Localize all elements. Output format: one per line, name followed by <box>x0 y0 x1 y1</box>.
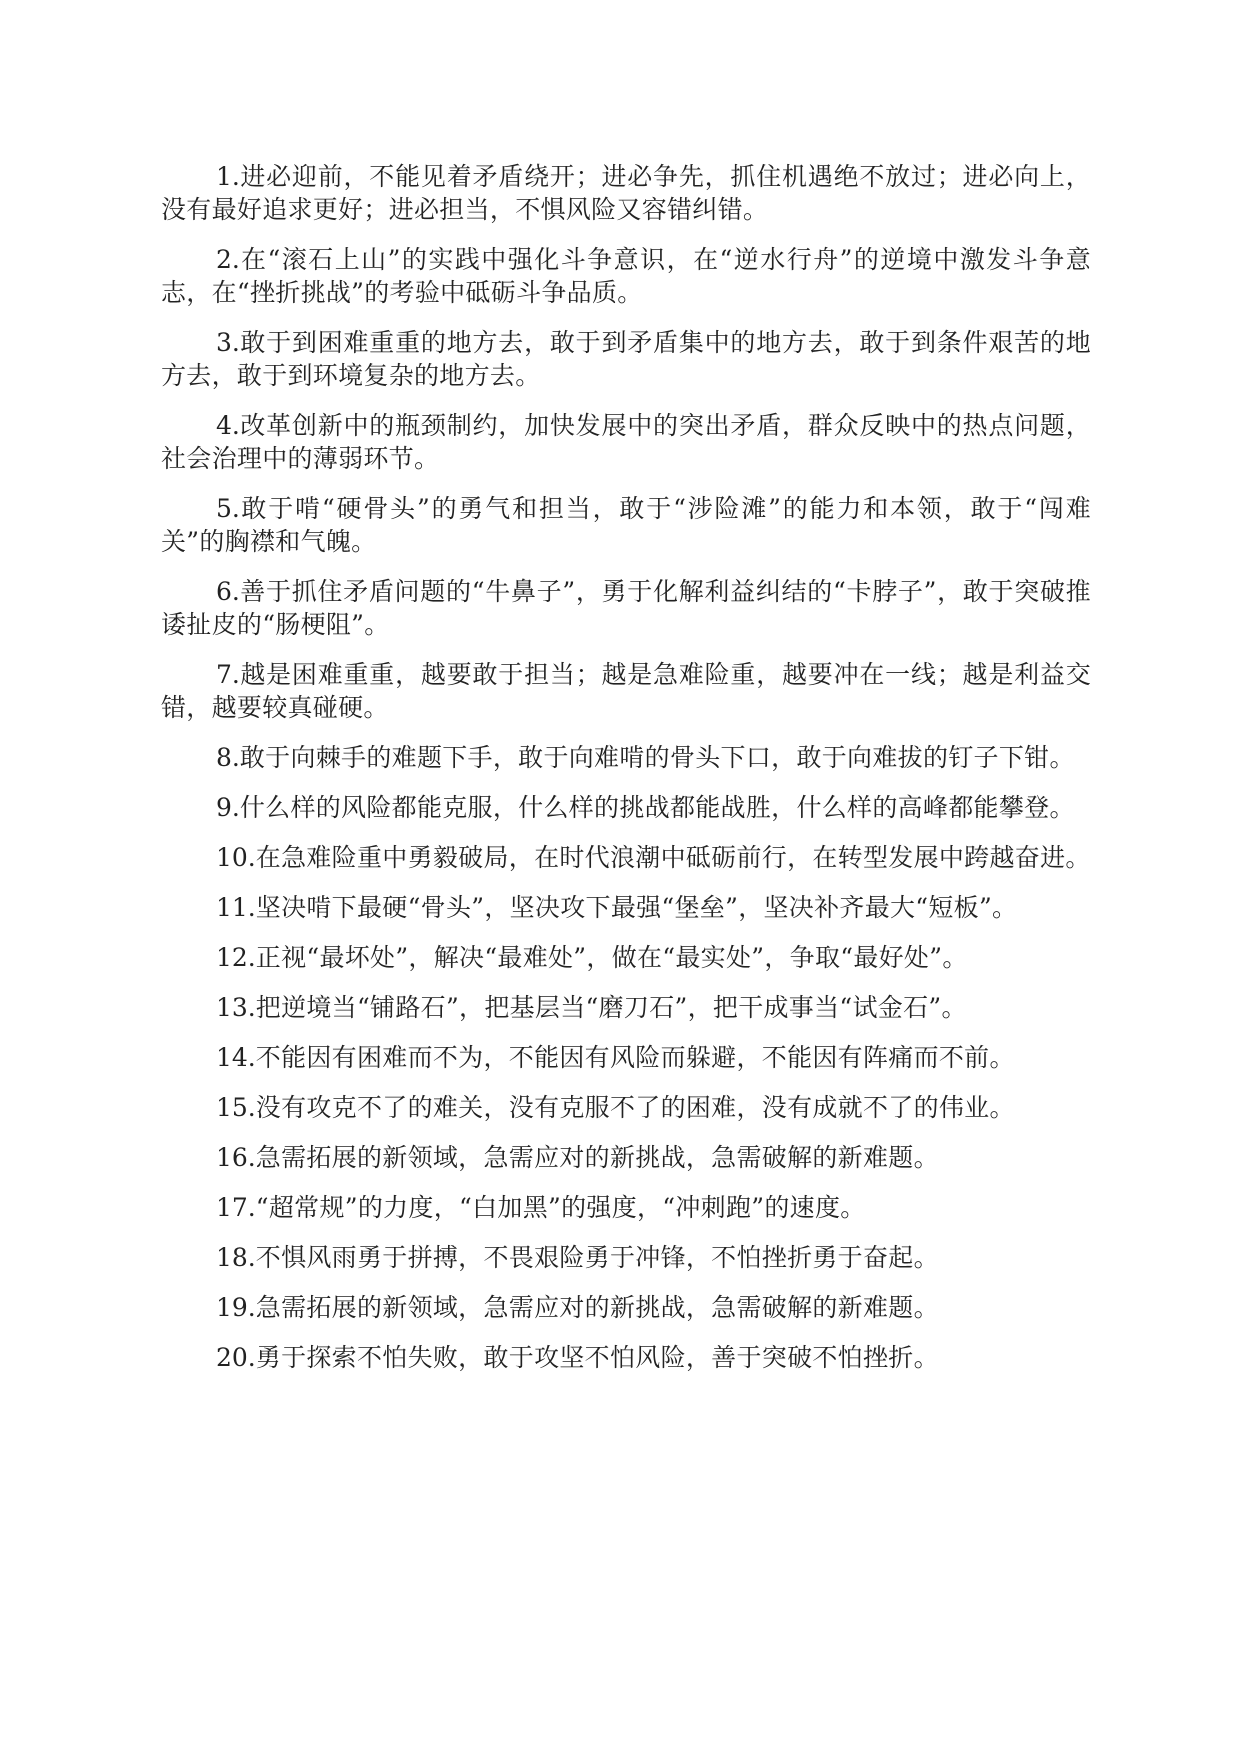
item-number: 18. <box>216 1243 256 1272</box>
item-number: 13. <box>216 993 256 1022</box>
item-text: 没有攻克不了的难关，没有克服不了的困难，没有成就不了的伟业。 <box>255 1093 1015 1122</box>
list-item <box>161 658 1091 724</box>
item-number: 2. <box>216 245 240 274</box>
list-item <box>161 409 1091 475</box>
list-item <box>161 160 1091 226</box>
list-item <box>161 791 1091 824</box>
item-number: 16. <box>216 1143 256 1172</box>
item-number: 8. <box>216 743 240 772</box>
item-text: 什么样的风险都能克服，什么样的挑战都能战胜，什么样的高峰都能攀登。 <box>239 793 1075 822</box>
item-text: “超常规”的力度，“白加黑”的强度，“冲刺跑”的速度。 <box>255 1193 866 1222</box>
item-number: 7. <box>216 660 240 689</box>
list-item <box>161 741 1091 774</box>
item-text: 进必迎前，不能见着矛盾绕开；进必争先，抓住机遇绝不放过；进必向上，没有最好追求更好；进必担当，不惧风险又容错纠错。 <box>161 162 1091 224</box>
item-number: 11. <box>216 893 256 922</box>
item-number: 20. <box>216 1343 256 1372</box>
item-text: 急需拓展的新领域，急需应对的新挑战，急需破解的新难题。 <box>255 1143 939 1172</box>
item-text: 善于抓住矛盾问题的“牛鼻子”，勇于化解利益纠结的“卡脖子”，敢于突破推诿扯皮的“肠梗阻”。 <box>161 577 1091 639</box>
item-number: 19. <box>216 1293 256 1322</box>
item-text: 敢于到困难重重的地方去，敢于到矛盾集中的地方去，敢于到条件艰苦的地方去，敢于到环境复杂的地方去。 <box>161 328 1091 390</box>
list-item <box>161 575 1091 641</box>
item-number: 5. <box>216 494 240 523</box>
item-number: 12. <box>216 943 256 972</box>
list-item <box>161 1291 1091 1324</box>
item-text: 勇于探索不怕失败，敢于攻坚不怕风险，善于突破不怕挫折。 <box>255 1343 939 1372</box>
list-item <box>161 1041 1091 1074</box>
item-number: 1. <box>216 162 240 191</box>
item-number: 17. <box>216 1193 256 1222</box>
item-number: 9. <box>216 793 240 822</box>
item-text: 不惧风雨勇于拼搏，不畏艰险勇于冲锋，不怕挫折勇于奋起。 <box>255 1243 939 1272</box>
item-text: 敢于向棘手的难题下手，敢于向难啃的骨头下口，敢于向难拔的钉子下钳。 <box>239 743 1075 772</box>
item-text: 正视“最坏处”，解决“最难处”，做在“最实处”，争取“最好处”。 <box>255 943 968 972</box>
list-item <box>161 492 1091 558</box>
list-item <box>161 891 1091 924</box>
list-item <box>161 991 1091 1024</box>
item-text: 急需拓展的新领域，急需应对的新挑战，急需破解的新难题。 <box>255 1293 939 1322</box>
item-text: 敢于啃“硬骨头”的勇气和担当，敢于“涉险滩”的能力和本领，敢于“闯难关”的胸襟和气魄。 <box>161 494 1091 556</box>
item-text: 在“滚石上山”的实践中强化斗争意识，在“逆水行舟”的逆境中激发斗争意志，在“挫折挑战”的考验中砥砺斗争品质。 <box>161 245 1091 307</box>
item-text: 坚决啃下最硬“骨头”，坚决攻下最强“堡垒”，坚决补齐最大“短板”。 <box>255 893 1018 922</box>
list-item <box>161 326 1091 392</box>
item-number: 14. <box>216 1043 256 1072</box>
item-text: 不能因有困难而不为，不能因有风险而躲避，不能因有阵痛而不前。 <box>255 1043 1015 1072</box>
item-text: 在急难险重中勇毅破局，在时代浪潮中砥砺前行，在转型发展中跨越奋进。 <box>255 843 1091 872</box>
item-text: 把逆境当“铺路石”，把基层当“磨刀石”，把干成事当“试金石”。 <box>255 993 967 1022</box>
list-item <box>161 1241 1091 1274</box>
list-item <box>161 1141 1091 1174</box>
document-page <box>161 160 1091 1391</box>
list-item <box>161 1091 1091 1124</box>
item-number: 10. <box>216 843 256 872</box>
list-item <box>161 841 1091 874</box>
item-number: 3. <box>216 328 240 357</box>
list-item <box>161 1341 1091 1374</box>
item-text: 改革创新中的瓶颈制约，加快发展中的突出矛盾，群众反映中的热点问题，社会治理中的薄弱环节。 <box>161 411 1091 473</box>
list-item <box>161 243 1091 309</box>
item-text: 越是困难重重，越要敢于担当；越是急难险重，越要冲在一线；越是利益交错，越要较真碰硬。 <box>161 660 1091 722</box>
list-item <box>161 1191 1091 1224</box>
list-item <box>161 941 1091 974</box>
item-number: 4. <box>216 411 240 440</box>
item-number: 15. <box>216 1093 256 1122</box>
item-number: 6. <box>216 577 240 606</box>
